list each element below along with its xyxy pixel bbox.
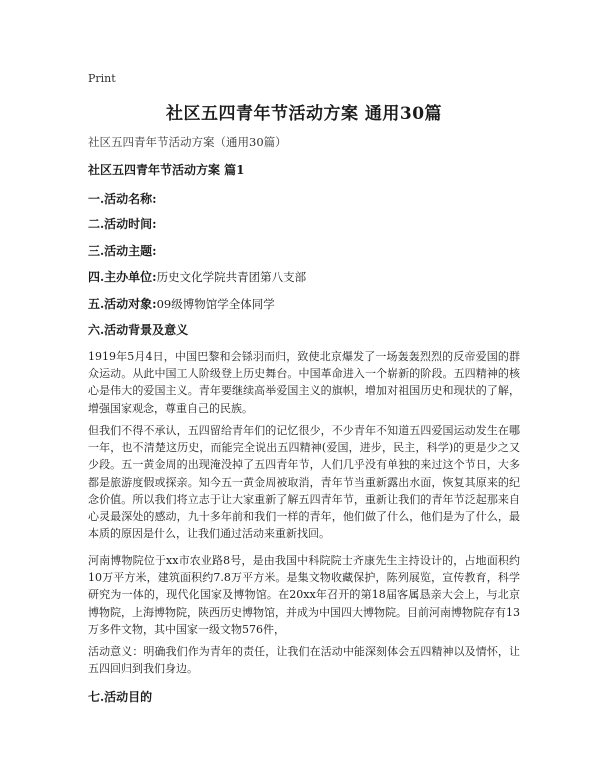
paragraph-history: 1919年5月4日，中国巴黎和会铩羽而归，致使北京爆发了一场轰轰烈烈的反帝爱国的群众运动。从此中国工人阶级登上历史舞台。中国革命进入一个崭新的阶段。五四精神的核心是伟大的爱国主义。青年要继续高举爱国主义的旗帜，增加对祖国历史和现状的了解，增强国家观念，尊重自己的民族。 xyxy=(88,350,520,415)
paragraph-museum: 河南博物院位于xx市农业路8号，是由我国中科院院士齐康先生主持设计的，占地面积约10万平方米，建筑面积约7.8万平方米。是集文物收藏保护，陈列展览，宣传教育，科学研究为一体的，现代化国家及博物馆。在20xx年召开的第18届客属恳亲大会上，与北京博物院，上海博物院，陕西历史博物馆，并成为中国四大博物院。目前河南博物院存有13万多件文物，其中国家一级文物576件， xyxy=(88,554,520,636)
item-label: 三.活动主题: xyxy=(88,244,157,258)
item-participants xyxy=(88,295,275,312)
item-organizer xyxy=(88,268,306,285)
document-subtitle: 社区五四青年节活动方案（通用30篇） xyxy=(88,135,287,149)
background-heading: 六.活动背景及意义 xyxy=(88,323,189,337)
item-label: 四.主办单位: xyxy=(88,270,157,284)
section-title: 社区五四青年节活动方案 篇1 xyxy=(88,163,245,177)
item-value: 历史文化学院共青团第八支部 xyxy=(156,270,307,284)
item-value: 09级博物馆学全体同学 xyxy=(156,297,275,311)
item-activity-name xyxy=(88,190,157,207)
paragraph-memory: 但我们不得不承认，五四留给青年们的记忆很少，不少青年不知道五四爱国运动发生在哪一年，也不清楚这历史，而能完全说出五四精神(爱国，进步，民主，科学)的更是少之又少段。五一黄金周的出现淹没掉了五四青年节，人们几乎没有单独的来过这个节日，大多都是旅游度假或探亲。知今五一黄金周被取消，青年节当重新露出水面，恢复其原来的纪念价值。所以我们将立志于让大家重新了解五四青年节，重新让我们的青年节泛起那来自心灵最深处的感动，九十多年前和我们一样的青年，他们做了什么，他们是为了什么，最本质的原因是什么，让我们通过活动来重新找回。 xyxy=(88,424,520,541)
goal-heading: 七.活动目的 xyxy=(88,690,153,704)
paragraph-significance: 活动意义：明确我们作为青年的责任，让我们在活动中能深刻体会五四精神以及情怀，让五四回归到我们身边。 xyxy=(88,645,520,676)
print-link[interactable]: Print xyxy=(88,72,116,85)
document-title: 社区五四青年节活动方案 通用30篇 xyxy=(165,104,443,124)
item-activity-time xyxy=(88,215,157,232)
item-label: 五.活动对象: xyxy=(88,297,157,311)
item-label: 一.活动名称: xyxy=(88,192,157,206)
item-label: 二.活动时间: xyxy=(88,217,157,231)
item-activity-theme xyxy=(88,242,157,259)
